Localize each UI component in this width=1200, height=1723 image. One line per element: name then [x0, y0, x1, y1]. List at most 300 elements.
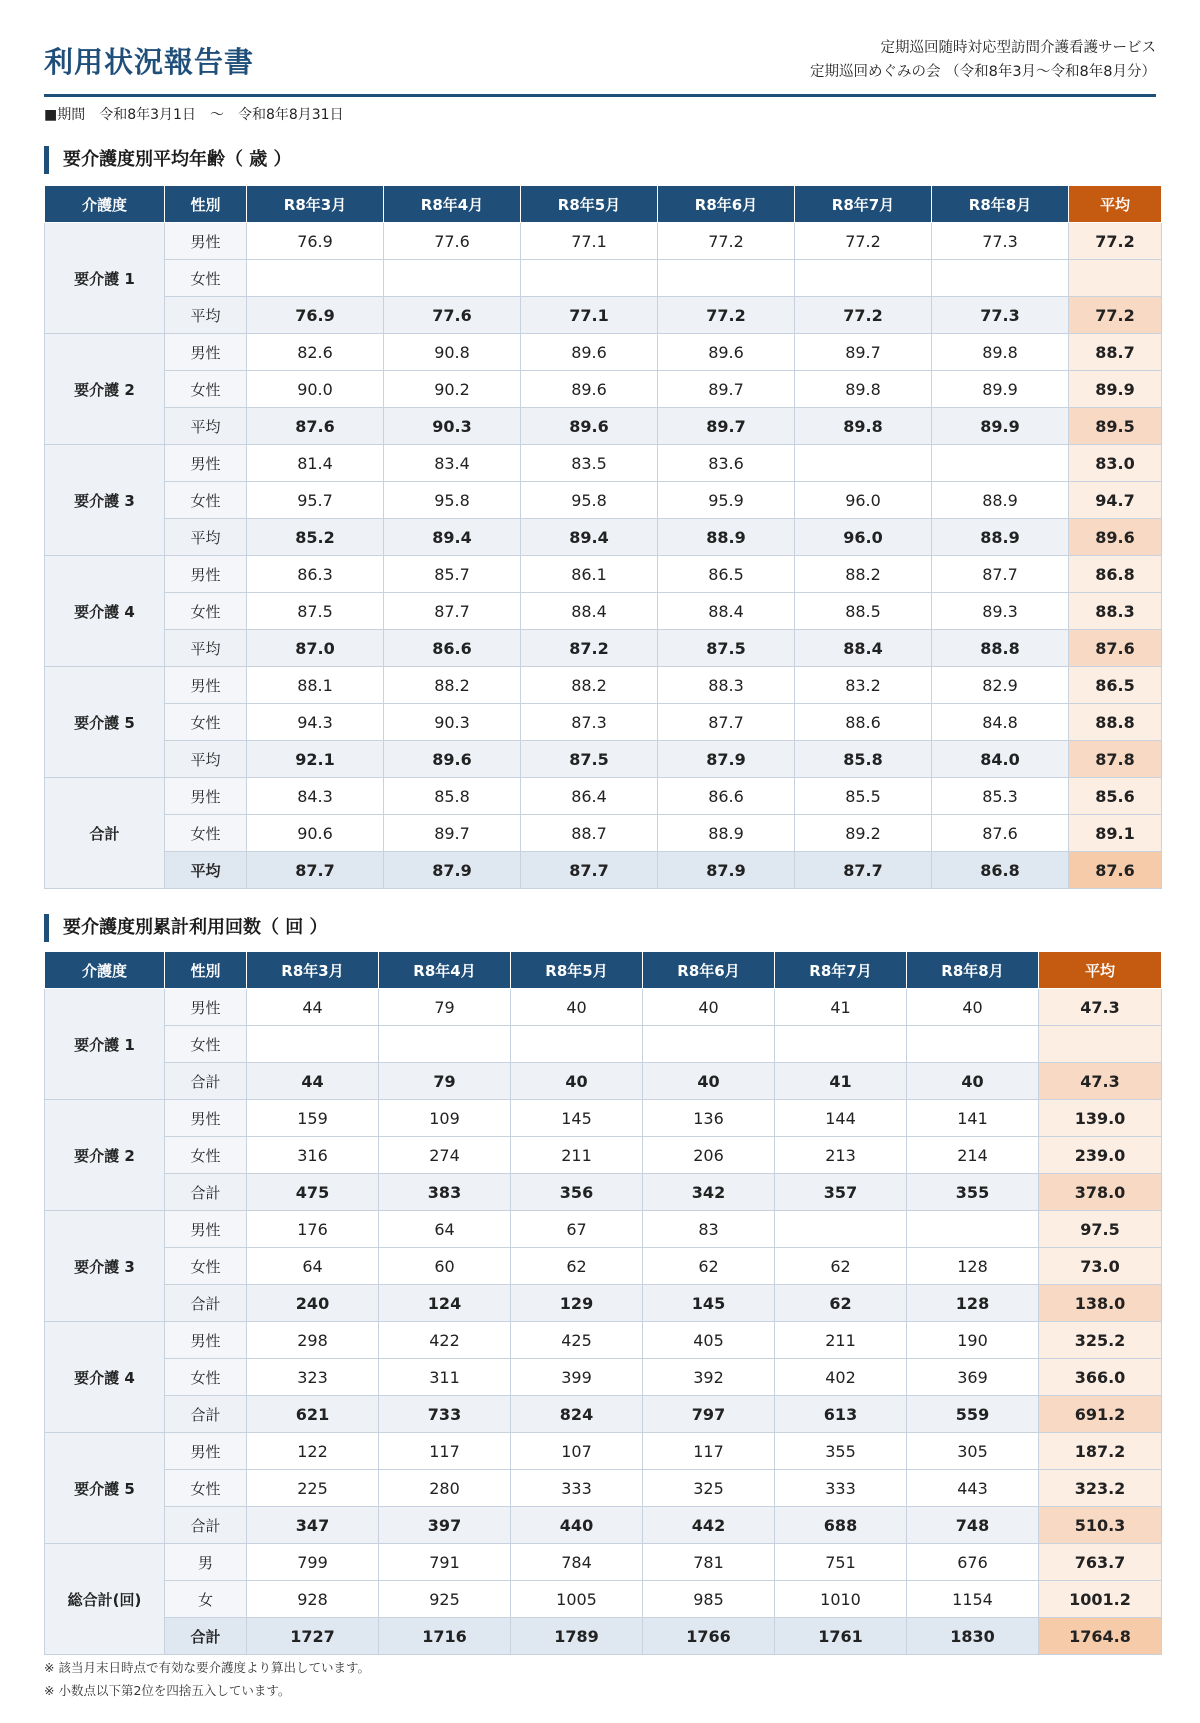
table-cell: 77.2 [658, 297, 795, 334]
care-level-label: 要介護 3 [45, 445, 165, 556]
table-cell: 87.6 [932, 815, 1069, 852]
table-cell: 117 [379, 1433, 511, 1470]
table-cell: 688 [775, 1507, 907, 1544]
table-row [45, 445, 1162, 482]
table-cell: 86.6 [384, 630, 521, 667]
table-cell: 44 [247, 1063, 379, 1100]
table-cell: 41 [775, 1063, 907, 1100]
average-cell: 89.1 [1069, 815, 1162, 852]
table-cell: 141 [907, 1100, 1039, 1137]
table-cell: 77.3 [932, 297, 1069, 334]
care-level-label: 要介護 1 [45, 223, 165, 334]
table-cell: 85.7 [384, 556, 521, 593]
table-cell: 89.6 [384, 741, 521, 778]
table-cell: 77.6 [384, 223, 521, 260]
table-cell: 95.8 [521, 482, 658, 519]
table-cell: 40 [511, 989, 643, 1026]
table-cell: 333 [775, 1470, 907, 1507]
average-cell: 187.2 [1039, 1433, 1162, 1470]
table-row [45, 1396, 1162, 1433]
table-cell: 88.9 [658, 519, 795, 556]
average-cell: 85.6 [1069, 778, 1162, 815]
table-cell: 81.4 [247, 445, 384, 482]
average-cell: 510.3 [1039, 1507, 1162, 1544]
table-cell: 84.0 [932, 741, 1069, 778]
table-cell: 621 [247, 1396, 379, 1433]
table-cell: 89.8 [795, 408, 932, 445]
table-cell: 128 [907, 1248, 1039, 1285]
column-header: R8年7月 [775, 952, 907, 989]
table-cell: 89.3 [932, 593, 1069, 630]
row-label: 合計 [165, 1396, 247, 1433]
table-row [45, 297, 1162, 334]
row-label: 合計 [165, 1285, 247, 1322]
table-cell: 311 [379, 1359, 511, 1396]
average-cell: 88.3 [1069, 593, 1162, 630]
row-label: 平均 [165, 297, 247, 334]
column-header: R8年6月 [643, 952, 775, 989]
table-cell: 342 [643, 1174, 775, 1211]
table-cell: 357 [775, 1174, 907, 1211]
table-cell: 88.9 [932, 519, 1069, 556]
table-cell: 77.3 [932, 223, 1069, 260]
table-cell: 280 [379, 1470, 511, 1507]
table-cell: 89.4 [521, 519, 658, 556]
table-cell: 89.8 [932, 334, 1069, 371]
table-cell: 87.7 [521, 852, 658, 889]
care-level-label: 要介護 1 [45, 989, 165, 1100]
table-cell: 440 [511, 1507, 643, 1544]
care-level-label: 要介護 4 [45, 1322, 165, 1433]
table-cell: 76.9 [247, 223, 384, 260]
row-label: 女 [165, 1581, 247, 1618]
care-level-label: 要介護 5 [45, 1433, 165, 1544]
care-level-label: 合計 [45, 778, 165, 889]
average-cell: 323.2 [1039, 1470, 1162, 1507]
table-cell: 89.7 [658, 371, 795, 408]
table-cell: 1716 [379, 1618, 511, 1655]
row-label: 平均 [165, 741, 247, 778]
table-cell: 77.2 [658, 223, 795, 260]
column-header: 性別 [165, 186, 247, 223]
average-cell: 88.8 [1069, 704, 1162, 741]
table-cell: 88.2 [521, 667, 658, 704]
table-cell: 206 [643, 1137, 775, 1174]
table-cell: 87.9 [384, 852, 521, 889]
average-cell: 87.6 [1069, 630, 1162, 667]
table-cell: 85.8 [384, 778, 521, 815]
table-cell: 64 [247, 1248, 379, 1285]
table-cell: 89.6 [521, 334, 658, 371]
table-cell: 86.8 [932, 852, 1069, 889]
row-label: 合計 [165, 1618, 247, 1655]
table-cell: 383 [379, 1174, 511, 1211]
table-cell: 85.2 [247, 519, 384, 556]
table-cell [932, 260, 1069, 297]
table-cell: 402 [775, 1359, 907, 1396]
table-cell: 145 [643, 1285, 775, 1322]
row-label: 女性 [165, 815, 247, 852]
age-table [44, 185, 1162, 889]
average-cell: 87.6 [1069, 852, 1162, 889]
care-level-label: 総合計(回) [45, 1544, 165, 1655]
table-cell: 190 [907, 1322, 1039, 1359]
footnotes [44, 1656, 370, 1702]
table-cell: 109 [379, 1100, 511, 1137]
table-cell: 274 [379, 1137, 511, 1174]
row-label: 平均 [165, 630, 247, 667]
table-cell: 90.8 [384, 334, 521, 371]
table-cell [795, 445, 932, 482]
table-cell: 82.6 [247, 334, 384, 371]
table-cell: 676 [907, 1544, 1039, 1581]
column-header: 平均 [1069, 186, 1162, 223]
table-cell: 784 [511, 1544, 643, 1581]
table-cell: 559 [907, 1396, 1039, 1433]
table-cell: 90.2 [384, 371, 521, 408]
table-cell: 40 [907, 1063, 1039, 1100]
table-cell: 40 [643, 989, 775, 1026]
table-cell [658, 260, 795, 297]
care-level-label: 要介護 4 [45, 556, 165, 667]
table-row [45, 1137, 1162, 1174]
table-cell: 84.8 [932, 704, 1069, 741]
table-cell: 87.5 [521, 741, 658, 778]
table-cell [511, 1026, 643, 1063]
table-cell [775, 1026, 907, 1063]
table-row [45, 1174, 1162, 1211]
table-cell: 87.7 [658, 704, 795, 741]
table-cell: 89.6 [521, 371, 658, 408]
table-cell: 733 [379, 1396, 511, 1433]
table-cell [795, 260, 932, 297]
table-row [45, 519, 1162, 556]
table-row [45, 1026, 1162, 1063]
average-cell: 138.0 [1039, 1285, 1162, 1322]
table-cell: 76.9 [247, 297, 384, 334]
average-cell: 47.3 [1039, 1063, 1162, 1100]
table-cell: 176 [247, 1211, 379, 1248]
table-cell: 791 [379, 1544, 511, 1581]
table-cell: 797 [643, 1396, 775, 1433]
table-cell: 355 [775, 1433, 907, 1470]
table-cell: 88.4 [521, 593, 658, 630]
column-header: 介護度 [45, 186, 165, 223]
table-cell: 985 [643, 1581, 775, 1618]
table-cell: 41 [775, 989, 907, 1026]
row-label: 女性 [165, 704, 247, 741]
table-row [45, 1248, 1162, 1285]
usage-table-header-row [45, 952, 1162, 989]
table-row [45, 1433, 1162, 1470]
column-header: R8年3月 [247, 952, 379, 989]
average-cell: 47.3 [1039, 989, 1162, 1026]
table-cell: 475 [247, 1174, 379, 1211]
table-cell: 225 [247, 1470, 379, 1507]
table-cell: 86.6 [658, 778, 795, 815]
table-cell: 89.7 [658, 408, 795, 445]
column-header: R8年7月 [795, 186, 932, 223]
table-cell: 90.3 [384, 408, 521, 445]
table-row [45, 1211, 1162, 1248]
average-cell: 763.7 [1039, 1544, 1162, 1581]
table-cell: 751 [775, 1544, 907, 1581]
column-header: 介護度 [45, 952, 165, 989]
table-cell: 88.7 [521, 815, 658, 852]
table-cell: 122 [247, 1433, 379, 1470]
table-cell: 83.6 [658, 445, 795, 482]
row-label: 女性 [165, 1248, 247, 1285]
age-section-title: 要介護度別平均年齢（ 歳 ） [44, 146, 292, 174]
table-cell: 90.3 [384, 704, 521, 741]
table-cell: 89.2 [795, 815, 932, 852]
table-cell: 90.0 [247, 371, 384, 408]
table-cell: 213 [775, 1137, 907, 1174]
table-cell: 77.2 [795, 297, 932, 334]
table-cell: 79 [379, 1063, 511, 1100]
table-cell: 422 [379, 1322, 511, 1359]
table-cell: 1830 [907, 1618, 1039, 1655]
table-row [45, 1359, 1162, 1396]
report-header [44, 30, 1156, 97]
table-cell: 40 [643, 1063, 775, 1100]
table-cell: 95.8 [384, 482, 521, 519]
row-label: 男性 [165, 778, 247, 815]
row-label: 男性 [165, 667, 247, 704]
footnote: ※ 小数点以下第2位を四捨五入しています。 [44, 1683, 291, 1698]
table-cell: 925 [379, 1581, 511, 1618]
table-cell: 89.4 [384, 519, 521, 556]
table-cell: 87.5 [658, 630, 795, 667]
table-cell [775, 1211, 907, 1248]
table-row [45, 408, 1162, 445]
table-cell: 1789 [511, 1618, 643, 1655]
table-cell: 64 [379, 1211, 511, 1248]
table-row [45, 1618, 1162, 1655]
table-cell: 89.6 [521, 408, 658, 445]
table-cell: 129 [511, 1285, 643, 1322]
table-cell: 89.7 [384, 815, 521, 852]
table-cell: 748 [907, 1507, 1039, 1544]
row-label: 男性 [165, 1100, 247, 1137]
row-label: 合計 [165, 1063, 247, 1100]
table-cell: 87.5 [247, 593, 384, 630]
column-header: R8年5月 [521, 186, 658, 223]
table-cell: 824 [511, 1396, 643, 1433]
average-cell: 83.0 [1069, 445, 1162, 482]
table-cell: 77.6 [384, 297, 521, 334]
average-cell [1039, 1026, 1162, 1063]
table-cell: 82.9 [932, 667, 1069, 704]
table-row [45, 989, 1162, 1026]
table-cell: 347 [247, 1507, 379, 1544]
table-row [45, 593, 1162, 630]
table-cell: 85.3 [932, 778, 1069, 815]
table-row [45, 371, 1162, 408]
column-header: R8年6月 [658, 186, 795, 223]
table-cell: 333 [511, 1470, 643, 1507]
table-row [45, 1063, 1162, 1100]
table-cell: 84.3 [247, 778, 384, 815]
care-level-label: 要介護 2 [45, 334, 165, 445]
table-cell: 107 [511, 1433, 643, 1470]
table-cell: 159 [247, 1100, 379, 1137]
table-cell: 356 [511, 1174, 643, 1211]
table-cell: 88.4 [658, 593, 795, 630]
table-cell: 425 [511, 1322, 643, 1359]
table-cell: 83.2 [795, 667, 932, 704]
table-row [45, 482, 1162, 519]
table-cell: 145 [511, 1100, 643, 1137]
table-cell: 211 [511, 1137, 643, 1174]
row-label: 女性 [165, 1026, 247, 1063]
table-cell: 90.6 [247, 815, 384, 852]
table-cell: 88.5 [795, 593, 932, 630]
row-label: 男性 [165, 223, 247, 260]
table-cell: 77.2 [795, 223, 932, 260]
table-cell: 88.2 [384, 667, 521, 704]
table-cell [643, 1026, 775, 1063]
table-cell: 87.6 [247, 408, 384, 445]
table-cell: 88.4 [795, 630, 932, 667]
table-row [45, 1285, 1162, 1322]
table-cell: 1766 [643, 1618, 775, 1655]
table-row [45, 741, 1162, 778]
table-cell: 443 [907, 1470, 1039, 1507]
row-label: 女性 [165, 1470, 247, 1507]
average-cell: 89.9 [1069, 371, 1162, 408]
table-cell: 87.7 [247, 852, 384, 889]
table-row [45, 1544, 1162, 1581]
table-cell: 88.9 [658, 815, 795, 852]
table-cell: 87.7 [932, 556, 1069, 593]
table-row [45, 1581, 1162, 1618]
table-row [45, 852, 1162, 889]
table-row [45, 334, 1162, 371]
row-label: 女性 [165, 482, 247, 519]
table-cell: 62 [511, 1248, 643, 1285]
table-cell [932, 445, 1069, 482]
table-cell [384, 260, 521, 297]
row-label: 男性 [165, 445, 247, 482]
row-label: 平均 [165, 519, 247, 556]
page-title: 利用状況報告書 [44, 45, 255, 79]
row-label: 女性 [165, 371, 247, 408]
table-row [45, 1507, 1162, 1544]
average-cell: 89.6 [1069, 519, 1162, 556]
average-cell: 86.8 [1069, 556, 1162, 593]
table-row [45, 1470, 1162, 1507]
table-row [45, 630, 1162, 667]
table-cell: 128 [907, 1285, 1039, 1322]
row-label: 男性 [165, 1433, 247, 1470]
average-cell: 77.2 [1069, 297, 1162, 334]
table-row [45, 704, 1162, 741]
table-cell: 88.1 [247, 667, 384, 704]
table-cell: 799 [247, 1544, 379, 1581]
table-row [45, 223, 1162, 260]
care-level-label: 要介護 3 [45, 1211, 165, 1322]
table-cell: 88.6 [795, 704, 932, 741]
average-cell: 94.7 [1069, 482, 1162, 519]
table-row [45, 778, 1162, 815]
column-header: R8年5月 [511, 952, 643, 989]
table-cell: 96.0 [795, 482, 932, 519]
table-cell: 83 [643, 1211, 775, 1248]
usage-table [44, 951, 1162, 1655]
table-cell: 124 [379, 1285, 511, 1322]
table-cell: 87.7 [384, 593, 521, 630]
table-cell: 781 [643, 1544, 775, 1581]
table-cell: 89.7 [795, 334, 932, 371]
row-label: 合計 [165, 1174, 247, 1211]
table-cell: 86.5 [658, 556, 795, 593]
table-cell: 355 [907, 1174, 1039, 1211]
table-cell [521, 260, 658, 297]
table-cell: 1010 [775, 1581, 907, 1618]
report-period: ■期間 令和8年3月1日 〜 令和8年8月31日 [44, 107, 344, 123]
table-cell: 44 [247, 989, 379, 1026]
table-cell: 95.7 [247, 482, 384, 519]
row-label: 合計 [165, 1507, 247, 1544]
table-cell: 67 [511, 1211, 643, 1248]
table-cell: 369 [907, 1359, 1039, 1396]
table-row [45, 1100, 1162, 1137]
table-cell: 613 [775, 1396, 907, 1433]
table-cell: 397 [379, 1507, 511, 1544]
row-label: 男性 [165, 1322, 247, 1359]
column-header: R8年4月 [384, 186, 521, 223]
row-label: 女性 [165, 1137, 247, 1174]
average-cell: 89.5 [1069, 408, 1162, 445]
table-cell: 89.9 [932, 408, 1069, 445]
table-cell: 392 [643, 1359, 775, 1396]
average-cell: 73.0 [1039, 1248, 1162, 1285]
table-cell: 86.4 [521, 778, 658, 815]
service-name: 定期巡回随時対応型訪問介護看護サービス [880, 40, 1156, 56]
column-header: R8年4月 [379, 952, 511, 989]
average-cell: 139.0 [1039, 1100, 1162, 1137]
row-label: 男性 [165, 334, 247, 371]
footnote: ※ 該当月末日時点で有効な要介護度より算出しています。 [44, 1660, 370, 1675]
table-cell [379, 1026, 511, 1063]
average-cell: 1001.2 [1039, 1581, 1162, 1618]
average-cell: 691.2 [1039, 1396, 1162, 1433]
age-table-header-row [45, 186, 1162, 223]
table-cell: 92.1 [247, 741, 384, 778]
column-header: 性別 [165, 952, 247, 989]
table-cell: 83.5 [521, 445, 658, 482]
row-label: 平均 [165, 408, 247, 445]
row-label: 男 [165, 1544, 247, 1581]
table-cell: 94.3 [247, 704, 384, 741]
average-cell: 239.0 [1039, 1137, 1162, 1174]
row-label: 女性 [165, 1359, 247, 1396]
table-cell: 325 [643, 1470, 775, 1507]
table-cell: 85.5 [795, 778, 932, 815]
table-cell: 77.1 [521, 297, 658, 334]
average-cell: 97.5 [1039, 1211, 1162, 1248]
table-cell: 86.1 [521, 556, 658, 593]
row-label: 平均 [165, 852, 247, 889]
table-cell [907, 1211, 1039, 1248]
column-header: R8年3月 [247, 186, 384, 223]
average-cell: 87.8 [1069, 741, 1162, 778]
table-cell: 1727 [247, 1618, 379, 1655]
table-cell: 87.3 [521, 704, 658, 741]
table-cell: 214 [907, 1137, 1039, 1174]
table-cell: 87.9 [658, 852, 795, 889]
